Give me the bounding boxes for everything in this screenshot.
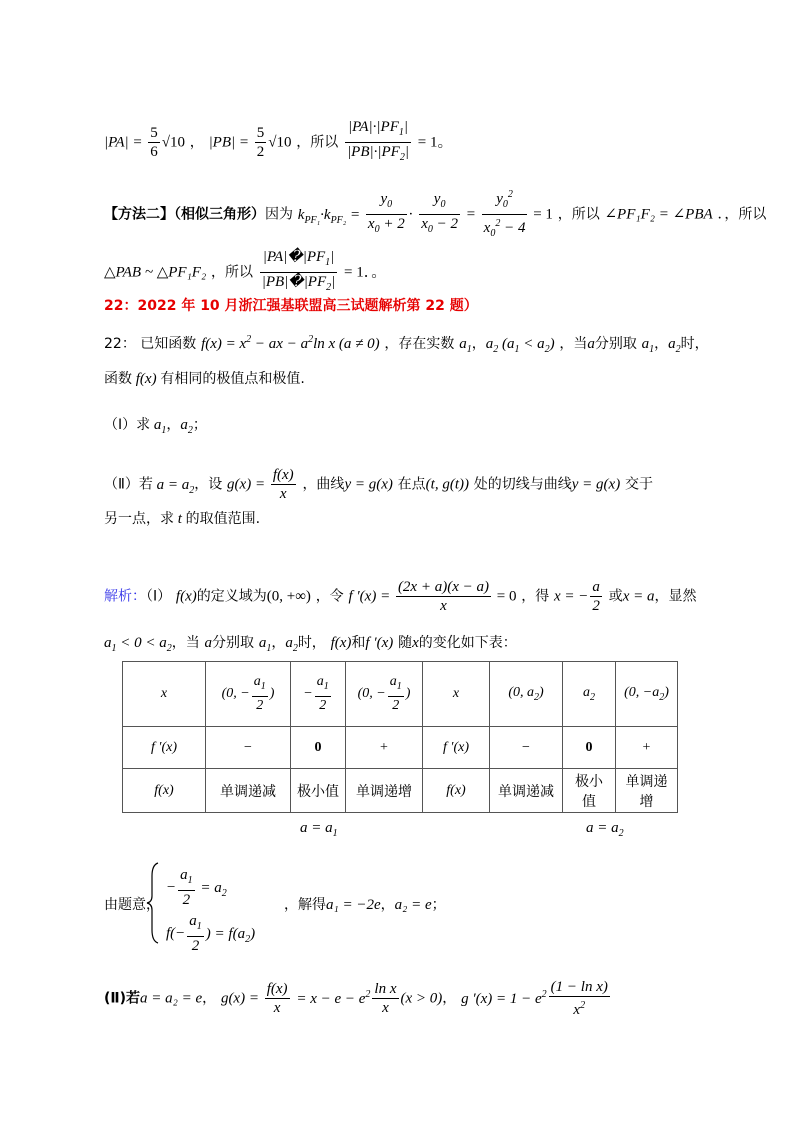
method-two-line: 【方法二】（相似三角形）因为 $k_{PF_1}\cdot k_{PF_2}$ = $\frac{y_0}{x_0 + 2}$ · $\frac{y_0}{x_0 - 2}$ = $\frac{y_0^2}{x_0^2 - 4}$ = 1 ，所以 ∠PF₁F₂ = ∠PBA ．，所以 bbox=[104, 186, 766, 243]
similar-triangle-line: △PAB ~ △PF₁F₂ ，所以 $\frac{|PA|�|PF_1|}{|PB|�|PF_2|}$ = 1．。 bbox=[104, 249, 387, 293]
solution-part-2: (Ⅱ)若a = a₂ = e， g(x) = $\frac{f(x)}{x}$ = $x - e - e^2$ $\frac{\text{ln x}}{x}$ (x > 0)， g $'(x) = 1 - e^2$ $\frac{\text{(1 − ln x)}}{x^2}$ bbox=[104, 979, 608, 1018]
equation-1: − $\frac{a_1}{2}$ = $a_2$ bbox=[166, 867, 227, 908]
question-line-2: 函数 f(x) 有相同的极值点和极值. bbox=[104, 371, 305, 387]
question-line-1: 22： 已知函数 $f(x) = x^2$ − ax − $a^2\ln$ x (a ≠ 0) ，存在实数 $a_1$，$a_2$ $(a_1 < a_2)$ ，当a分别取 $a_1$，$a_2$时， bbox=[104, 334, 709, 355]
solution-line-2: $a_1 < 0 < a_2$，当 a分别取 $a_1$，$a_2$时， f(x)和f ′(x) 随x的变化如下表： bbox=[104, 635, 517, 654]
question-part-1: （Ⅰ）求 $a_1$，$a_2$； bbox=[104, 417, 207, 436]
table-row: f ′(x) − 0 + f ′(x) − 0 + bbox=[123, 727, 678, 769]
solution-line-1: 解析：（Ⅰ） f(x)的定义域为(0, +∞) ，令 f ′(x) = $\frac{(2x + a)(x - a)}{x}$ = 0 ，得 x = − $\frac{a}{2}$ 或x = a，显然 bbox=[104, 579, 697, 614]
equation-2: f(− $\frac{a_1}{2}$ ) = $f(a_2)$ bbox=[166, 913, 256, 954]
table-caption-left: $a = a_1$ bbox=[300, 820, 338, 839]
question-part-2-line-2: 另一点，求 t 的取值范围. bbox=[104, 511, 261, 527]
variation-table bbox=[122, 661, 678, 813]
problem-title: 22：2022 年 10 月浙江强基联盟高三试题解析第 22 题） bbox=[104, 298, 478, 314]
left-brace bbox=[146, 862, 160, 944]
line-pa-pb: |PA| = $\frac{5}{6}$ √10 ， |PB| = $\frac{5}{2}$ √10 ，所以 $\frac{|PA|\cdot|PF_1|}{|PB|\cdot|PF_2|}$ = 1。 bbox=[104, 119, 453, 163]
system-prefix: 由题意， bbox=[104, 897, 160, 913]
solve-result: ，解得a₁ = −2e，a₂ = e； bbox=[284, 897, 446, 913]
table-row: f(x) 单调递减 极小值 单调递增 f(x) 单调递减 极小值 单调递增 bbox=[123, 769, 678, 813]
table-caption-right: $a = a_2$ bbox=[586, 820, 624, 839]
table-row: x (0, − $\frac{a_1}{2}$ ) − $\frac{a_1}{2}$ (0, − $\frac{a_1}{2}$ ) x (0, $a_2$) $a_2$ (0, $-a_2$) bbox=[123, 662, 678, 727]
question-part-2: （Ⅱ）若 $a = a_2$，设 g(x) = $\frac{f(x)}{x}$ ，曲线y = g(x) 在点(t, g(t)) 处的切线与曲线y = g(x) 交于 bbox=[104, 467, 653, 502]
